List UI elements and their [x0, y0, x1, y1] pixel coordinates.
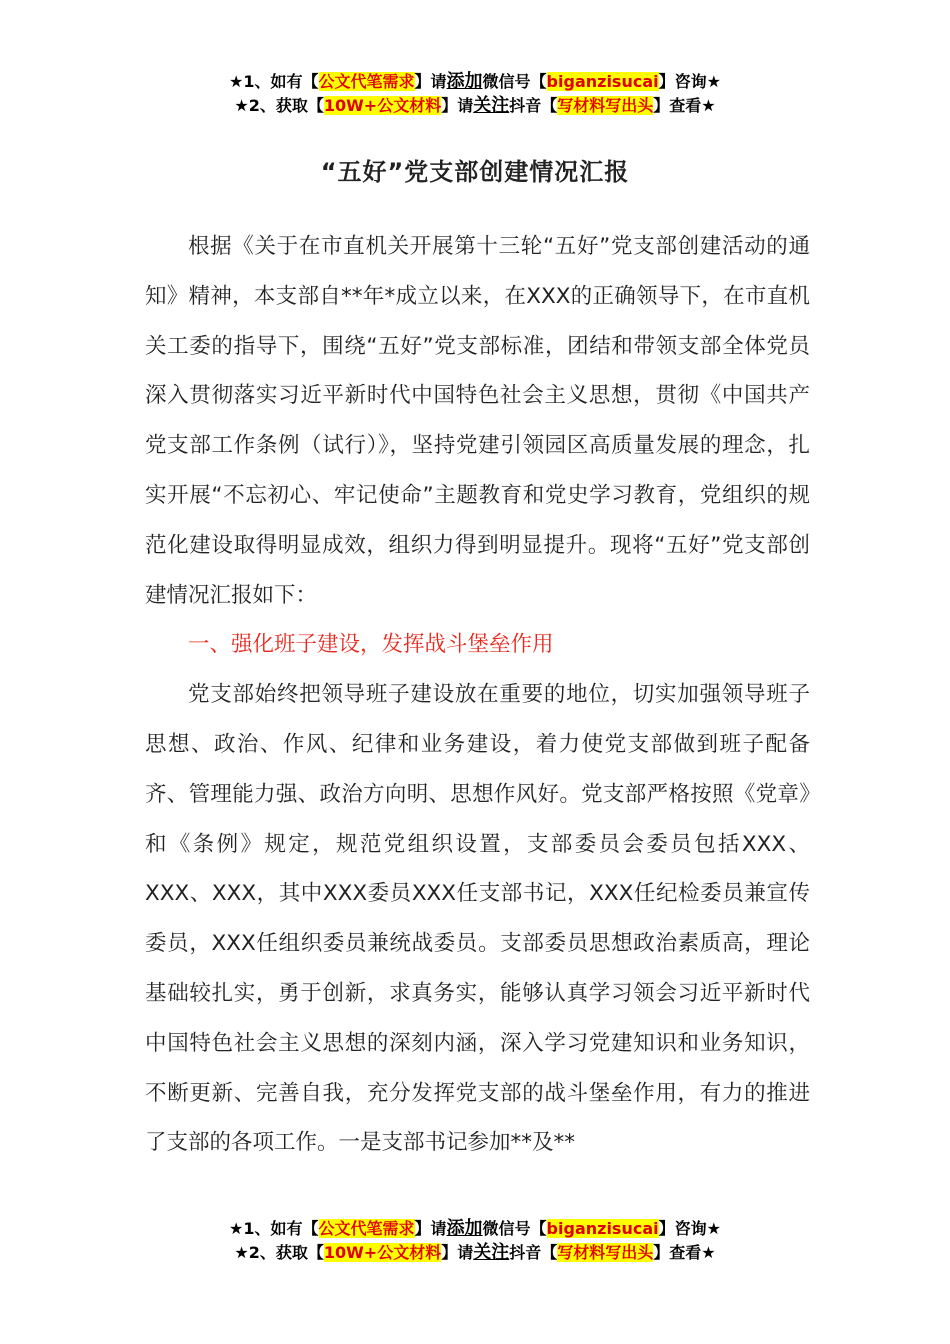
promo-text: 】咨询★ — [658, 1219, 721, 1238]
promo-text: 】查看★ — [653, 1243, 716, 1262]
promo-banner-bottom — [0, 1217, 950, 1265]
promo-line-1 — [0, 70, 950, 94]
promo-highlight: 公文代笔需求 — [318, 72, 415, 91]
intro-paragraph: 根据《关于在市直机关开展第十三轮“五好”党支部创建活动的通知》精神，本支部自**年*成立以来，在XXX的正确领导下，在市直机关工委的指导下，围绕“五好”党支部标准，团结和带领支部全体党员深入贯彻落实习近平新时代中国特色社会主义思想，贯彻《中国共产党支部工作条例（试行）》，坚持党建引领园区高质量发展的理念，扎实开展“不忘初心、牢记使命”主题教育和党史学习教育，党组织的规范化建设取得明显成效，组织力得到明显提升。现将“五好”党支部创建情况汇报如下： — [145, 234, 810, 608]
promo-text: 1、如有【 — [243, 72, 319, 91]
promo-text: 】请 — [414, 1219, 447, 1238]
promo-emphasis: 关注 — [473, 95, 510, 116]
section-heading: 一、强化班子建设，发挥战斗堡垒作用 — [188, 632, 554, 658]
star-icon: ★ — [234, 96, 249, 115]
star-icon: ★ — [229, 72, 244, 91]
promo-emphasis: 添加 — [446, 1218, 483, 1239]
promo-emphasis: 添加 — [446, 71, 483, 92]
star-icon: ★ — [234, 1243, 249, 1262]
promo-emphasis: 关注 — [473, 1242, 510, 1263]
promo-highlight: 10W+公文材料 — [323, 1243, 442, 1262]
document-title: “五好”党支部创建情况汇报 — [320, 158, 630, 186]
wechat-id: biganzisucai — [546, 1219, 659, 1238]
promo-line-1 — [0, 1217, 950, 1241]
douyin-id: 写材料写出头 — [557, 1243, 654, 1262]
promo-text: 】查看★ — [653, 96, 716, 115]
star-icon: ★ — [229, 1219, 244, 1238]
douyin-id: 写材料写出头 — [557, 96, 654, 115]
promo-text: 1、如有【 — [243, 1219, 319, 1238]
promo-text: 2、获取【 — [248, 96, 324, 115]
wechat-id: biganzisucai — [546, 72, 659, 91]
promo-highlight: 公文代笔需求 — [318, 1219, 415, 1238]
document-body — [145, 222, 810, 1168]
section-paragraph: 党支部始终把领导班子建设放在重要的地位，切实加强领导班子思想、政治、作风、纪律和业务建设，着力使党支部做到班子配备齐、管理能力强、政治方向明、思想作风好。党支部严格按照《党章》和《条例》规定，规范党组织设置，支部委员会委员包括XXX、XXX、XXX，其中XXX委员XXX任支部书记，XXX任纪检委员兼宣传委员，XXX任组织委员兼统战委员。支部委员思想政治素质高，理论基础较扎实，勇于创新，求真务实，能够认真学习领会习近平新时代中国特色社会主义思想的深刻内涵，深入学习党建知识和业务知识，不断更新、完善自我，充分发挥党支部的战斗堡垒作用，有力的推进了支部的各项工作。一是支部书记参加**及** — [145, 682, 810, 1156]
promo-text: 2、获取【 — [248, 1243, 324, 1262]
promo-text: 】请 — [414, 72, 447, 91]
promo-highlight: 10W+公文材料 — [323, 96, 442, 115]
promo-line-2 — [0, 94, 950, 118]
promo-line-2 — [0, 1241, 950, 1265]
promo-text: 】请 — [441, 1243, 474, 1262]
promo-text: 】请 — [441, 96, 474, 115]
promo-text: 抖音【 — [509, 1243, 558, 1262]
promo-banner-top — [0, 70, 950, 118]
promo-text: 抖音【 — [509, 96, 558, 115]
promo-text: 微信号【 — [482, 1219, 547, 1238]
promo-text: 微信号【 — [482, 72, 547, 91]
promo-text: 】咨询★ — [658, 72, 721, 91]
